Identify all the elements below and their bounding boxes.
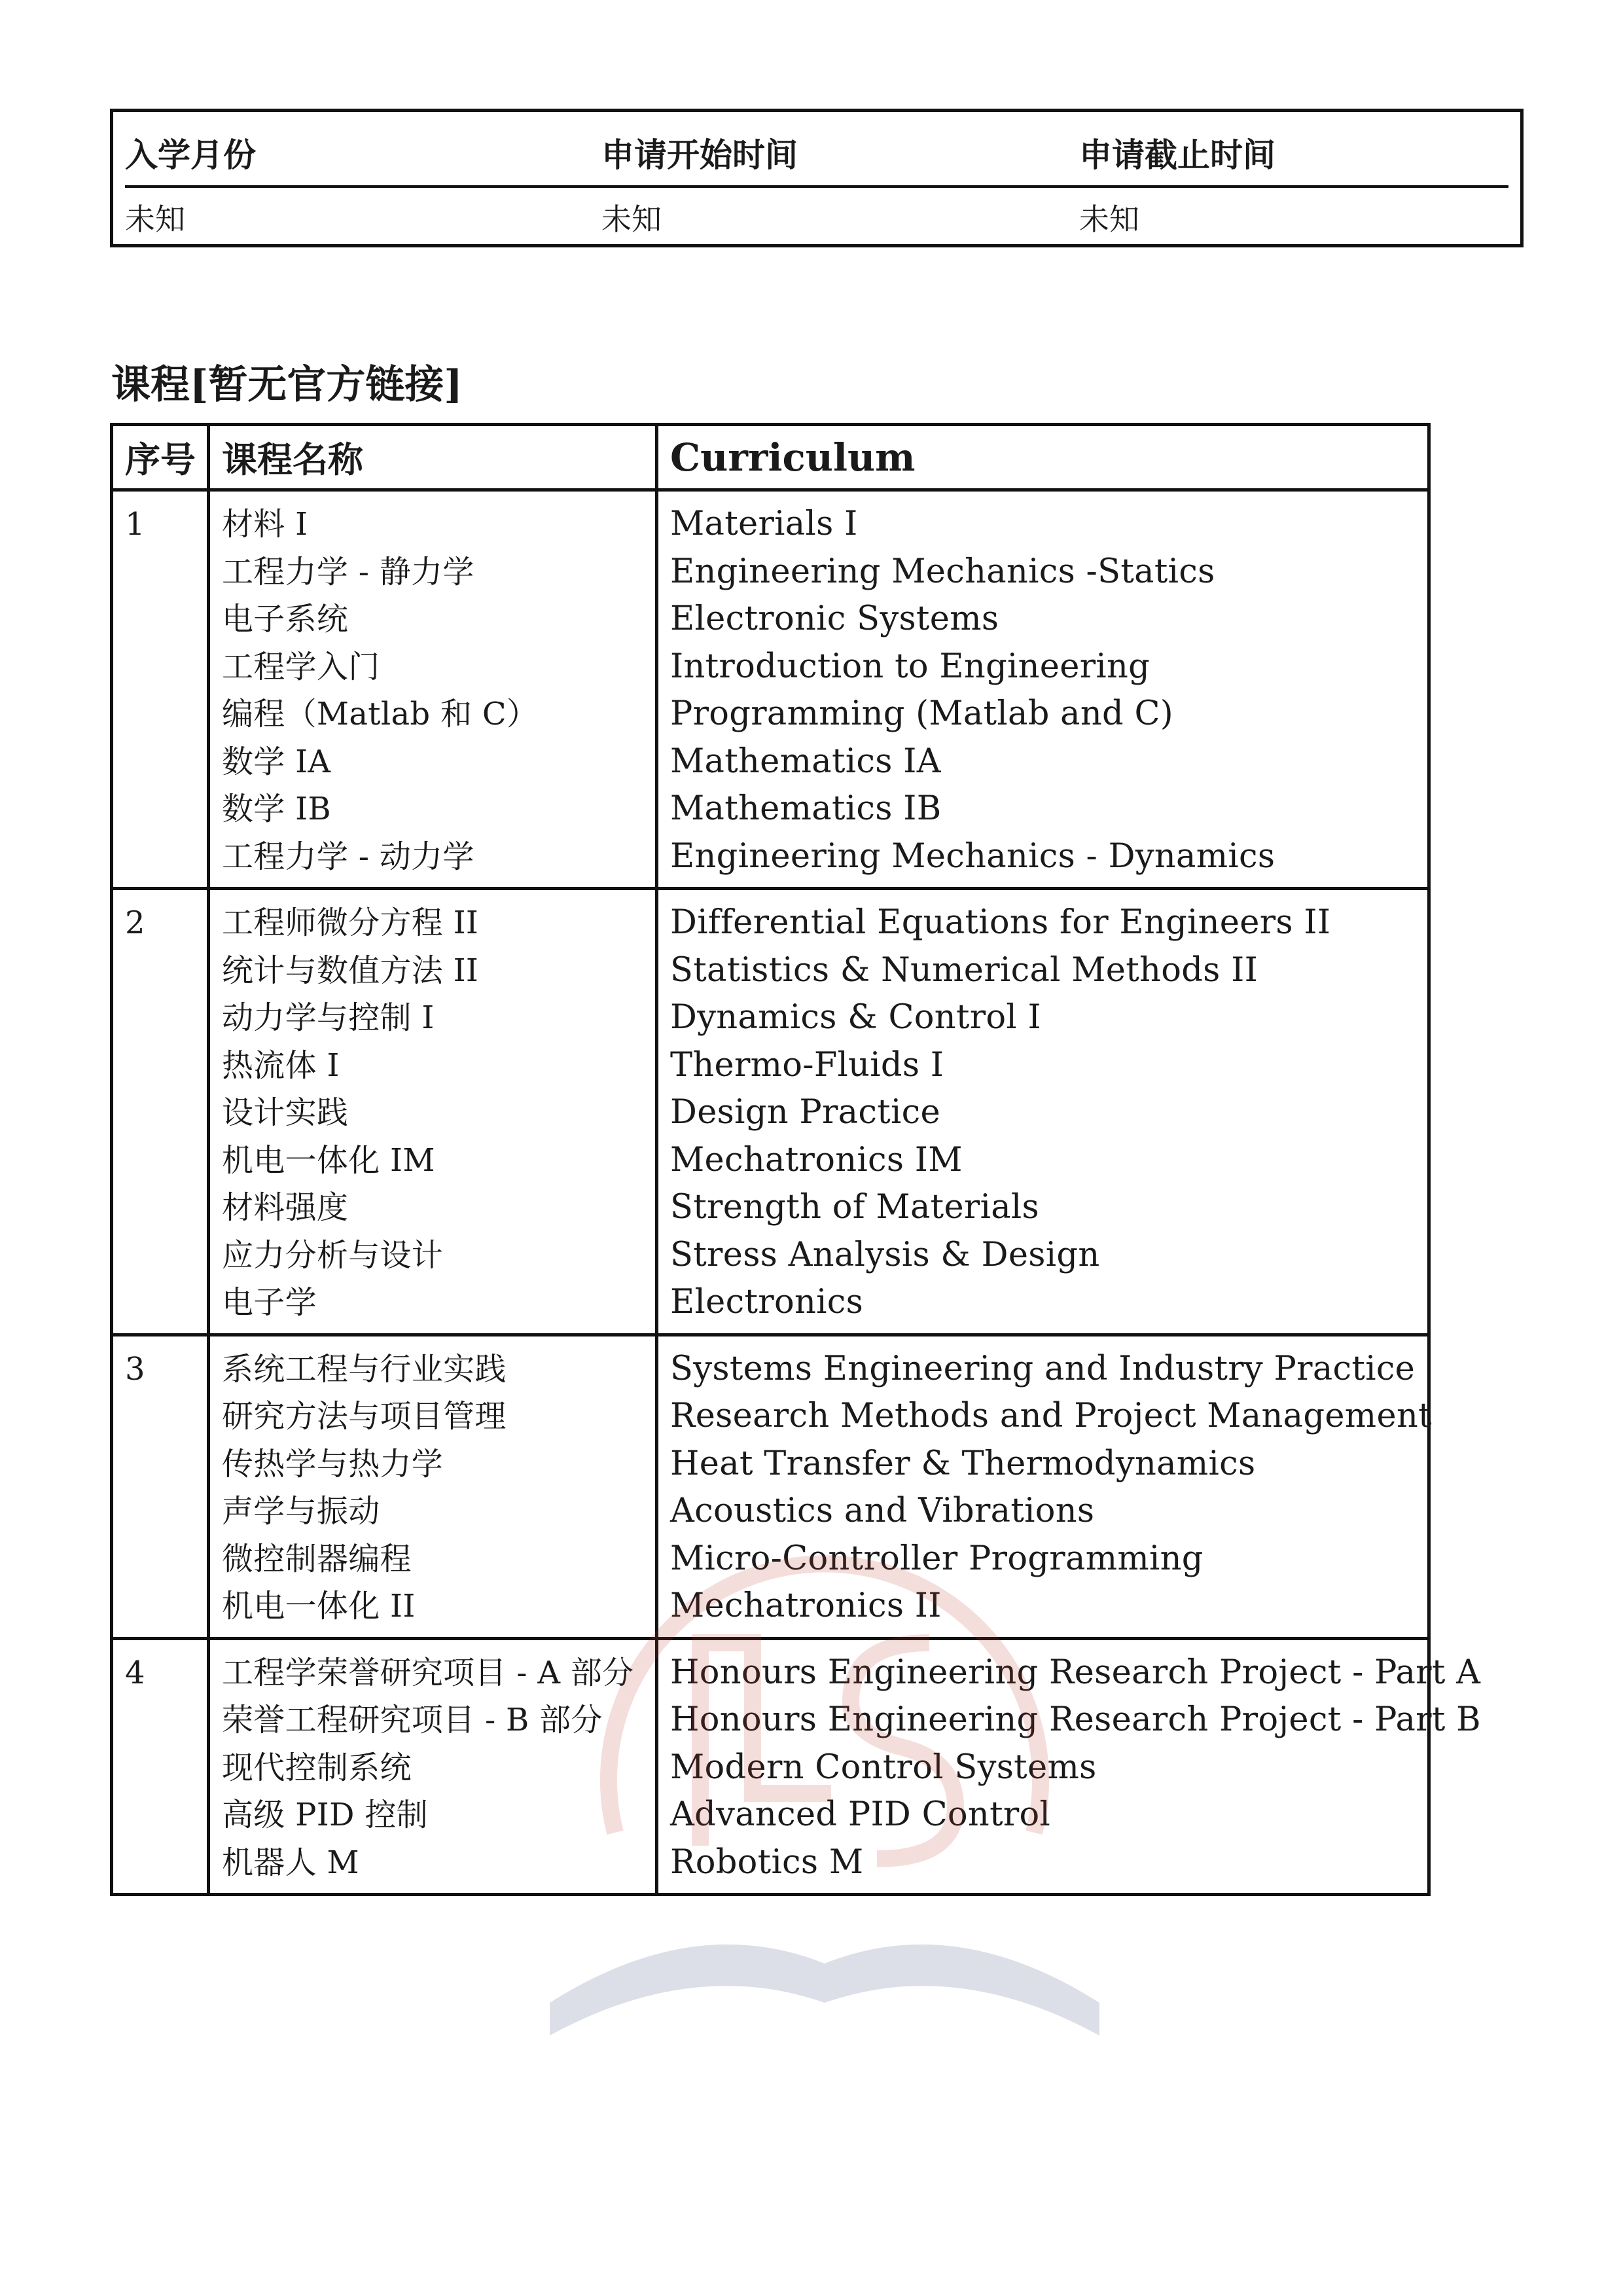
curriculum-table [110,423,1481,1896]
header-curriculum-en: Curriculum [657,425,1429,490]
course-name-cn: 现代控制系统 [222,1749,412,1786]
course-name-cn: 电子系统 [222,601,349,637]
course-name-cn: 高级 PID 控制 [222,1797,428,1833]
course-names-cn-cell [209,889,657,1335]
year-seq-cell [112,1335,209,1638]
course-name-cn: 电子学 [222,1284,317,1321]
course-name-en: Introduction to Engineering [670,647,1150,686]
course-names-en-cell [657,490,1429,889]
course-name-en: Robotics M [670,1842,864,1882]
course-name-en: Systems Engineering and Industry Practice [670,1349,1416,1388]
course-name-en: Design Practice [670,1093,940,1132]
intake-info-value-row [125,188,1508,247]
curriculum-year-row [112,490,1429,889]
course-name-cn: 工程力学 - 静力学 [222,553,474,590]
value-application-start: 未知 [601,202,662,237]
curriculum-section-title: 课程[暂无官方链接] [111,362,463,408]
course-name-en: Programming (Matlab and C) [670,694,1173,733]
course-name-en: Mechatronics II [670,1587,942,1625]
course-name-cn: 传热学与热力学 [222,1445,444,1482]
course-name-cn: 系统工程与行业实践 [222,1350,507,1388]
course-name-en: Acoustics and Vibrations [670,1492,1095,1530]
course-name-en: Stress Analysis & Design [670,1235,1100,1274]
year-seq-number: 4 [125,1654,145,1691]
course-name-cn: 工程学入门 [222,648,380,685]
course-name-en: Mathematics IA [670,742,941,781]
curriculum-year-row [112,1335,1429,1638]
course-name-cn: 数学 IB [222,791,331,827]
year-seq-number: 1 [125,506,145,543]
course-name-cn: 机器人 M [222,1844,359,1881]
course-name-cn: 荣誉工程研究项目 - B 部分 [222,1702,603,1738]
header-application-deadline: 申请截止时间 [1079,135,1275,174]
course-name-en: Strength of Materials [670,1188,1040,1227]
course-name-en: Thermo-Fluids I [670,1045,944,1085]
year-seq-cell [112,1638,209,1895]
course-name-en: Mechatronics IM [670,1140,963,1179]
course-name-cn: 材料 I [222,506,308,543]
course-name-cn: 编程（Matlab 和 C） [222,696,539,732]
course-name-en: Materials I [670,505,858,543]
header-course-name-cn: 课程名称 [209,425,657,490]
course-name-cn: 研究方法与项目管理 [222,1398,507,1435]
course-name-cn: 应力分析与设计 [222,1236,444,1274]
course-name-cn: 声学与振动 [222,1493,380,1530]
course-name-cn: 材料强度 [222,1189,349,1226]
header-application-start: 申请开始时间 [601,135,798,174]
value-intake-month: 未知 [125,202,185,237]
intake-info-header-row [125,112,1508,188]
curriculum-header-row [112,425,1429,490]
year-seq-number: 3 [125,1350,145,1388]
course-name-en: Honours Engineering Research Project - Part A [670,1653,1481,1692]
course-name-cn: 统计与数值方法 II [222,952,479,989]
course-name-en: Electronic Systems [670,600,999,638]
curriculum-body [112,490,1481,1895]
course-name-cn: 热流体 I [222,1047,340,1084]
course-names-en-cell [657,1335,1432,1638]
course-name-cn: 数学 IA [222,743,331,780]
course-name-cn: 微控制器编程 [222,1540,412,1577]
course-name-en: Advanced PID Control [670,1795,1051,1834]
course-name-en: Research Methods and Project Management [670,1397,1432,1435]
course-name-en: Engineering Mechanics -Statics [670,552,1215,591]
course-names-cn-cell [209,490,657,889]
course-name-en: Statistics & Numerical Methods II [670,950,1258,990]
year-seq-cell [112,490,209,889]
course-name-cn: 机电一体化 IM [222,1141,435,1179]
course-names-cn-cell [209,1638,657,1895]
course-name-cn: 动力学与控制 I [222,999,435,1036]
course-name-en: Mathematics IB [670,789,942,828]
curriculum-year-row [112,889,1429,1335]
curriculum-year-row [112,1638,1429,1895]
course-name-en: Micro-Controller Programming [670,1539,1204,1578]
course-name-en: Dynamics & Control I [670,998,1041,1037]
intake-info-table [110,109,1524,247]
course-name-en: Differential Equations for Engineers II [670,903,1331,942]
course-name-en: Honours Engineering Research Project - Part B [670,1700,1481,1739]
course-name-en: Engineering Mechanics - Dynamics [670,836,1275,876]
course-names-en-cell [657,889,1429,1335]
course-name-en: Heat Transfer & Thermodynamics [670,1444,1256,1483]
year-seq-number: 2 [125,905,145,941]
course-name-cn: 机电一体化 II [222,1588,416,1624]
header-seq: 序号 [112,425,209,490]
course-name-cn: 工程学荣誉研究项目 - A 部分 [222,1654,634,1691]
course-name-cn: 设计实践 [222,1094,349,1131]
value-application-deadline: 未知 [1079,202,1139,237]
course-names-en-cell [657,1638,1481,1895]
course-name-cn: 工程师微分方程 II [222,905,479,941]
course-names-cn-cell [209,1335,657,1638]
header-intake-month: 入学月份 [125,135,256,174]
course-name-cn: 工程力学 - 动力学 [222,838,474,875]
course-name-en: Modern Control Systems [670,1748,1097,1787]
year-seq-cell [112,889,209,1335]
course-name-en: Electronics [670,1283,864,1321]
watermark-book-shape [550,1945,1099,2036]
